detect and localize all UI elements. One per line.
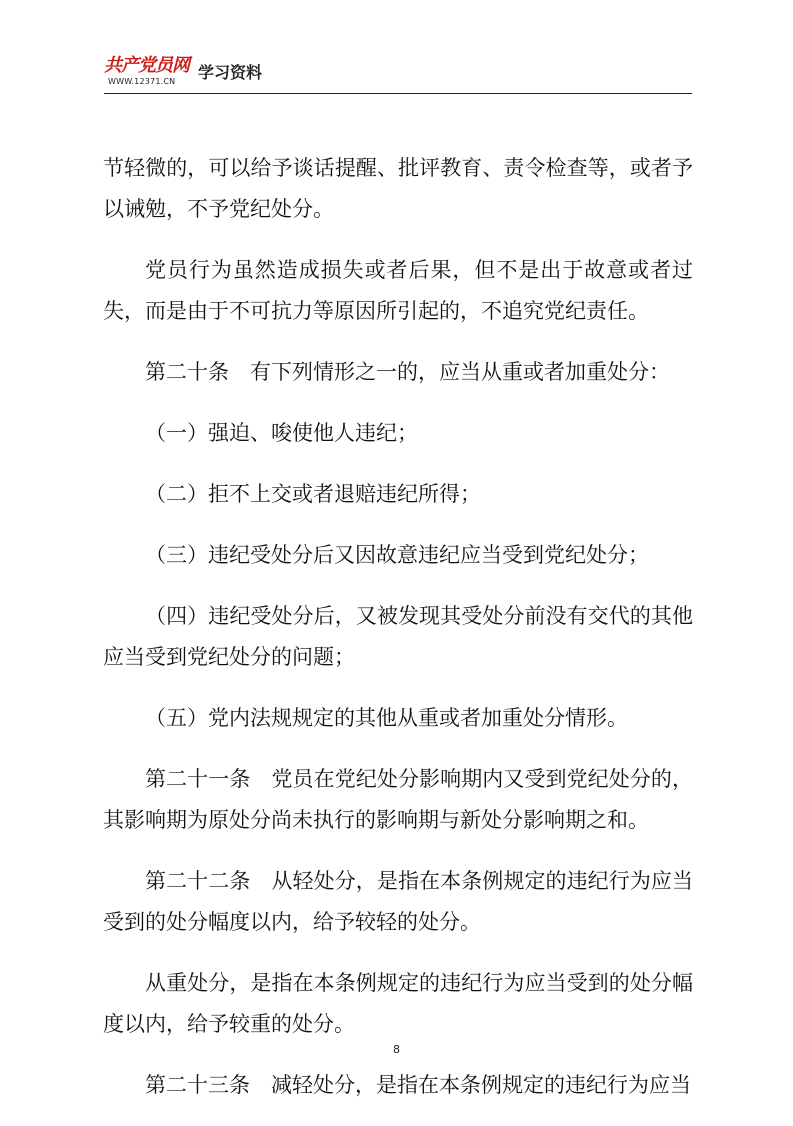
logo-url: WWW.12371.CN — [108, 77, 176, 86]
article-21: 第二十一条 党员在党纪处分影响期内又受到党纪处分的，其影响期为原处分尚未执行的影响期与新处分影响期之和。 — [103, 767, 693, 832]
paragraph-continuation: 节轻微的，可以给予谈话提醒、批评教育、责令检查等，或者予以诫勉，不予党纪处分。 — [103, 156, 693, 221]
site-logo — [104, 56, 188, 90]
document-body — [103, 148, 693, 1126]
page-number: 8 — [393, 1043, 400, 1056]
list-item: （二）拒不上交或者退赔违纪所得； — [145, 482, 481, 506]
article-20-heading: 第二十条 有下列情形之一的，应当从重或者加重处分： — [145, 360, 670, 384]
page-header — [104, 54, 692, 94]
paragraph: 从重处分，是指在本条例规定的违纪行为应当受到的处分幅度以内，给予较重的处分。 — [103, 971, 693, 1036]
paragraph: 党员行为虽然造成损失或者后果，但不是出于故意或者过失，而是由于不可抗力等原因所引起的，不追究党纪责任。 — [103, 258, 693, 323]
header-label: 学习资料 — [198, 63, 263, 82]
article-22: 第二十二条 从轻处分，是指在本条例规定的违纪行为应当受到的处分幅度以内，给予较轻的处分。 — [103, 869, 693, 934]
logo-title: 共产党员网 — [104, 55, 189, 76]
list-item: （四）违纪受处分后，又被发现其受处分前没有交代的其他应当受到党纪处分的问题； — [103, 604, 693, 669]
list-item: （一）强迫、唆使他人违纪； — [145, 421, 418, 445]
list-item: （三）违纪受处分后又因故意违纪应当受到党纪处分； — [145, 543, 649, 567]
list-item: （五）党内法规规定的其他从重或者加重处分情形。 — [145, 706, 628, 730]
header-divider — [104, 93, 692, 94]
article-23: 第二十三条 减轻处分，是指在本条例规定的违纪行为应当 — [145, 1073, 691, 1097]
